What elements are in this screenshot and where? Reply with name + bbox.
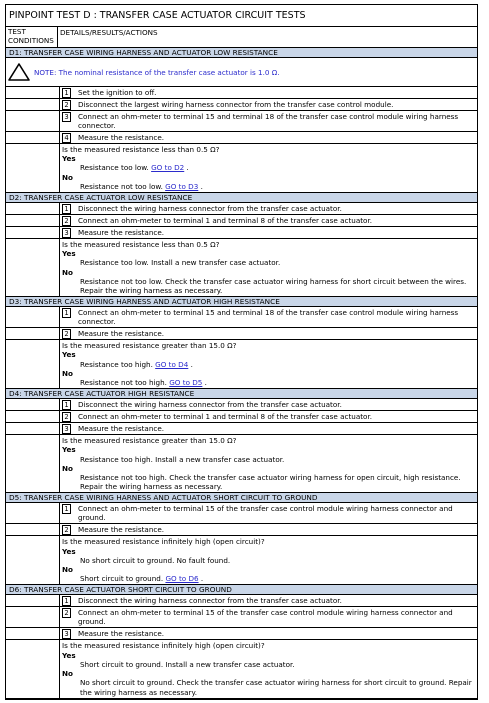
step-cell (60, 399, 477, 410)
section-title: D1: TRANSFER CASE WIRING HARNESS AND ACTUATOR LOW RESISTANCE (6, 48, 477, 58)
test-condition-cell (6, 111, 60, 131)
result-cell (60, 640, 477, 697)
no-label: No (62, 565, 73, 575)
header-details: DETAILS/RESULTS/ACTIONS (60, 28, 158, 37)
result-cell (60, 340, 477, 388)
step-number: 2 (62, 608, 71, 618)
yes-label: Yes (62, 650, 76, 660)
goto-link[interactable]: GO to D4 (155, 359, 189, 369)
step-text: Measure the resistance. (78, 228, 165, 238)
step-number: 4 (62, 133, 71, 143)
test-condition-cell (6, 435, 60, 492)
no-action-text: Resistance not too high. (80, 378, 167, 388)
yes-label: Yes (62, 154, 76, 164)
step-cell (60, 328, 477, 339)
result-row (6, 536, 477, 585)
yes-action-text: Resistance too high. Install a new transfer case actuator. (80, 454, 285, 464)
warning-triangle-icon (8, 63, 30, 81)
goto-link[interactable]: GO to D6 (165, 574, 199, 584)
no-action-text: Resistance not too low. (80, 181, 163, 191)
step-cell (60, 215, 477, 226)
section-title: D5: TRANSFER CASE WIRING HARNESS AND ACTUATOR SHORT CIRCUIT TO GROUND (6, 493, 477, 503)
question-text: Is the measured resistance infinitely high (open circuit)? (62, 537, 265, 547)
test-condition-cell (6, 215, 60, 226)
step-row (6, 524, 477, 536)
step-cell (60, 628, 477, 639)
step-cell (60, 132, 477, 143)
yes-action: Resistance too high. GO to D4 . (80, 359, 193, 369)
step-cell (60, 503, 477, 523)
step-row (6, 111, 477, 132)
test-condition-cell (6, 536, 60, 584)
yes-action (62, 660, 475, 669)
no-action (62, 678, 475, 696)
test-condition-cell (6, 239, 60, 296)
goto-link[interactable]: GO to D5 (169, 378, 203, 388)
yes-label: Yes (62, 249, 76, 259)
step-row (6, 132, 477, 144)
step-number: 3 (62, 424, 71, 434)
step-row (6, 411, 477, 423)
step-row (6, 607, 477, 628)
table-header (6, 27, 477, 48)
yes-action-text: Resistance too low. (80, 163, 149, 173)
yes-action-text: Short circuit to ground. Install a new transfer case actuator. (80, 659, 295, 669)
test-condition-cell (6, 99, 60, 110)
no-action: Resistance not too low. GO to D3 . (80, 181, 203, 191)
test-condition-cell (6, 411, 60, 422)
goto-link[interactable]: GO to D2 (151, 163, 185, 173)
question-text: Is the measured resistance infinitely high (open circuit)? (62, 641, 265, 651)
test-condition-cell (6, 640, 60, 697)
test-condition-cell (6, 87, 60, 98)
question-text: Is the measured resistance less than 0.5 Ω? (62, 240, 220, 250)
step-row (6, 227, 477, 239)
test-condition-cell (6, 144, 60, 192)
result-cell (60, 435, 477, 492)
step-text: Connect an ohm-meter to terminal 15 of the transfer case control module wiring harness connector and ground. (78, 608, 453, 627)
result-row (6, 640, 477, 698)
no-action: Short circuit to ground. GO to D6 . (80, 574, 204, 584)
test-condition-cell (6, 524, 60, 535)
step-cell (60, 203, 477, 214)
section-title: D4: TRANSFER CASE ACTUATOR HIGH RESISTANCE (6, 389, 477, 399)
step-text: Connect an ohm-meter to terminal 15 and terminal 18 of the transfer case control module wiring harness connector. (78, 308, 459, 327)
section-title: D2: TRANSFER CASE ACTUATOR LOW RESISTANCE (6, 193, 477, 203)
test-condition-cell (6, 607, 60, 627)
test-condition-cell (6, 328, 60, 339)
result-row (6, 435, 477, 493)
test-condition-cell (6, 307, 60, 327)
step-number: 2 (62, 412, 71, 422)
no-action (62, 473, 475, 491)
yes-action-text: Resistance too high. (80, 359, 153, 369)
step-cell (60, 307, 477, 327)
test-condition-cell (6, 503, 60, 523)
step-row (6, 87, 477, 99)
step-text: Connect an ohm-meter to terminal 1 and terminal 8 of the transfer case actuator. (78, 216, 373, 226)
step-text: Disconnect the wiring harness connector from the transfer case actuator. (78, 596, 342, 606)
step-cell (60, 595, 477, 606)
section-title: D6: TRANSFER CASE ACTUATOR SHORT CIRCUIT TO GROUND (6, 585, 477, 595)
step-row (6, 595, 477, 607)
step-number: 1 (62, 204, 71, 214)
step-cell (60, 99, 477, 110)
no-action: Resistance not too high. GO to D5 . (80, 378, 207, 388)
yes-label: Yes (62, 445, 76, 455)
page-title: PINPOINT TEST D : TRANSFER CASE ACTUATOR CIRCUIT TESTS (6, 5, 477, 27)
step-row (6, 328, 477, 340)
step-cell (60, 524, 477, 535)
header-test-conditions: TEST CONDITIONS (6, 27, 58, 47)
yes-action-text: No short circuit to ground. No fault found. (80, 555, 231, 565)
step-number: 3 (62, 228, 71, 238)
no-action-text: Resistance not too high. Check the transfer case actuator wiring harness for open circuit, high resistance. Repair the wiring harness as necessary. (80, 473, 461, 492)
step-text: Disconnect the largest wiring harness connector from the transfer case control module. (78, 100, 394, 109)
step-text: Connect an ohm-meter to terminal 15 of the transfer case control module wiring harness connector and ground. (78, 504, 453, 523)
step-row (6, 215, 477, 227)
step-cell (60, 411, 477, 422)
step-text: Measure the resistance. (78, 424, 165, 434)
note-row (6, 58, 477, 87)
no-action (62, 277, 475, 295)
step-text: Disconnect the wiring harness connector from the transfer case actuator. (78, 204, 342, 214)
no-action-text: No short circuit to ground. Check the transfer case actuator wiring harness for short circuit to ground. Repair the wiring harness as necessary. (80, 678, 472, 697)
step-number: 1 (62, 504, 71, 514)
test-condition-cell (6, 595, 60, 606)
question-text: Is the measured resistance greater than 15.0 Ω? (62, 436, 237, 446)
no-label: No (62, 172, 73, 182)
step-cell (60, 87, 477, 98)
step-text: Measure the resistance. (78, 133, 165, 142)
test-condition-cell (6, 340, 60, 388)
test-condition-cell (6, 227, 60, 238)
question-text: Is the measured resistance less than 0.5 Ω? (62, 145, 220, 154)
no-label: No (62, 368, 73, 378)
section-title: D3: TRANSFER CASE WIRING HARNESS AND ACTUATOR HIGH RESISTANCE (6, 297, 477, 307)
result-row (6, 144, 477, 193)
goto-link[interactable]: GO to D3 (165, 181, 199, 191)
step-row (6, 99, 477, 111)
step-row (6, 307, 477, 328)
step-text: Set the ignition to off. (78, 88, 157, 97)
question-text: Is the measured resistance greater than 15.0 Ω? (62, 341, 237, 351)
step-row (6, 628, 477, 640)
step-cell (60, 607, 477, 627)
step-number: 2 (62, 329, 71, 339)
yes-action (62, 556, 475, 565)
no-action-text: Short circuit to ground. (80, 574, 164, 584)
result-row (6, 239, 477, 297)
step-row (6, 399, 477, 411)
no-label: No (62, 267, 73, 277)
step-number: 2 (62, 525, 71, 535)
no-action-text: Resistance not too low. Check the transfer case actuator wiring harness for short circuit between the wires. Repair the wiring harness as necessary. (80, 276, 467, 296)
step-cell (60, 227, 477, 238)
step-text: Measure the resistance. (78, 629, 165, 639)
result-cell (60, 144, 477, 192)
test-condition-cell (6, 399, 60, 410)
test-condition-cell (6, 628, 60, 639)
step-text: Connect an ohm-meter to terminal 1 and terminal 8 of the transfer case actuator. (78, 412, 373, 422)
step-number: 3 (62, 629, 71, 639)
step-text: Measure the resistance. (78, 329, 165, 339)
step-text: Measure the resistance. (78, 525, 165, 535)
step-number: 2 (62, 216, 71, 226)
yes-label: Yes (62, 350, 76, 360)
no-label: No (62, 463, 73, 473)
step-number: 2 (62, 100, 71, 110)
yes-action-text: Resistance too low. Install a new transfer case actuator. (80, 258, 281, 268)
step-number: 3 (62, 112, 71, 122)
step-text: Connect an ohm-meter to terminal 15 and terminal 18 of the transfer case control module wiring harness connector. (78, 112, 459, 130)
step-number: 1 (62, 400, 71, 410)
test-condition-cell (6, 203, 60, 214)
step-cell (60, 111, 477, 131)
step-row (6, 423, 477, 435)
no-label: No (62, 669, 73, 679)
step-row (6, 503, 477, 524)
step-number: 1 (62, 88, 71, 98)
yes-action (62, 258, 475, 267)
yes-label: Yes (62, 546, 76, 556)
step-cell (60, 423, 477, 434)
yes-action: Resistance too low. GO to D2 . (80, 163, 189, 173)
test-condition-cell (6, 423, 60, 434)
step-number: 1 (62, 308, 71, 318)
pinpoint-test-document (5, 4, 478, 700)
step-text: Disconnect the wiring harness connector from the transfer case actuator. (78, 400, 342, 410)
note-text: NOTE: The nominal resistance of the transfer case actuator is 1.0 Ω. (34, 67, 280, 77)
step-row (6, 203, 477, 215)
result-row (6, 340, 477, 389)
step-number: 1 (62, 596, 71, 606)
sections-container (6, 48, 477, 699)
result-cell (60, 536, 477, 584)
test-condition-cell (6, 132, 60, 143)
result-cell (60, 239, 477, 296)
yes-action (62, 455, 475, 464)
